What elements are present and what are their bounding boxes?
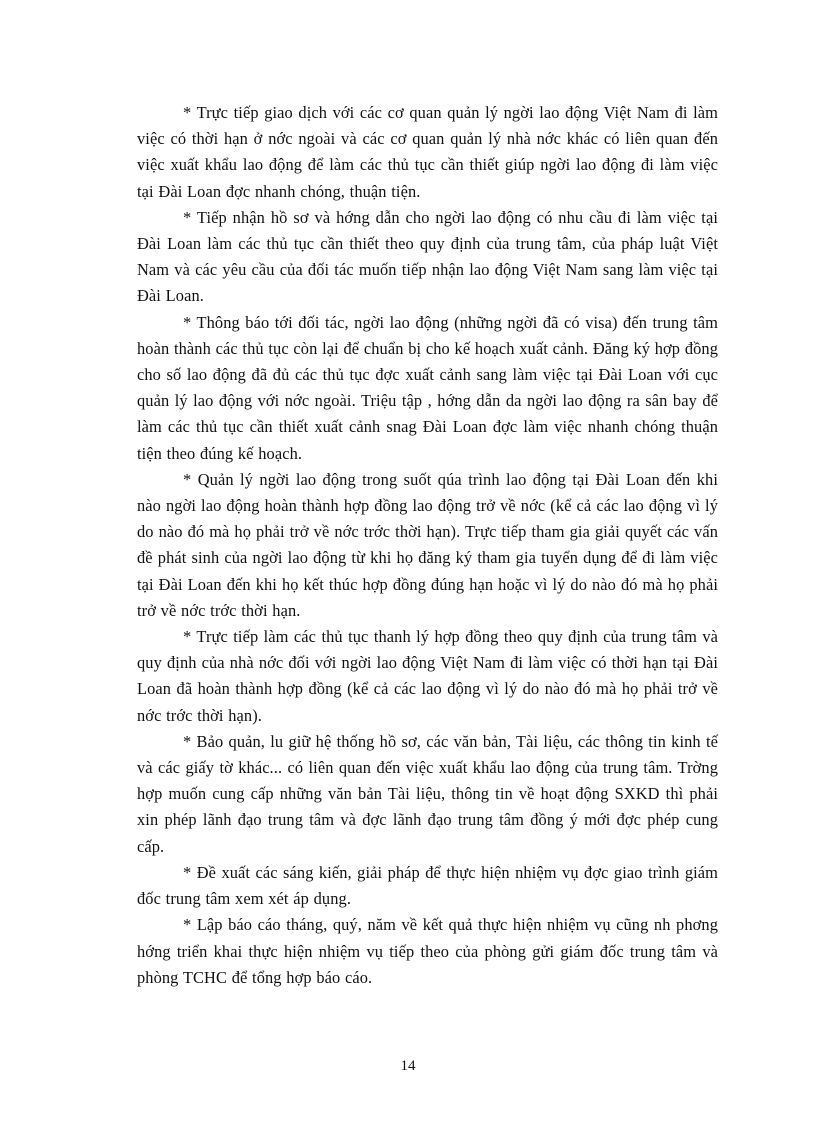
- page-number: 14: [400, 1058, 416, 1074]
- document-body: [137, 100, 718, 991]
- paragraph-periodic-reports: * Lập báo cáo tháng, quý, năm về kết quả thực hiện nhiệm vụ cũng nh phơng hớng triển khai thực hiện nhiệm vụ tiếp theo của phòng gửi giám đốc trung tâm và phòng TCHC để tổng hợp báo cáo.: [137, 915, 718, 987]
- paragraph-archive-records: * Bảo quản, lu giữ hệ thống hồ sơ, các văn bản, Tài liệu, các thông tin kinh tế và các giấy tờ khác... có liên quan đến việc xuất khẩu lao động của trung tâm. Trờng hợp muốn cung cấp những văn bản Tài liệu, thông tin về hoạt động SXKD thì phải xin phép lãnh đạo trung tâm và đợc lãnh đạo trung tâm đồng ý mới đợc phép cung cấp.: [137, 731, 718, 856]
- paragraph-contact-agencies: * Trực tiếp giao dịch với các cơ quan quản lý ngời lao động Việt Nam đi làm việc có thời hạn ở nớc ngoài và các cơ quan quản lý nhà nớc khác có liên quan đến việc xuất khẩu lao động để làm các thủ tục cần thiết giúp ngời lao động đi làm việc tại Đài Loan đợc nhanh chóng, thuận tiện.: [137, 103, 718, 201]
- paragraph-liquidate-contracts: * Trực tiếp làm các thủ tục thanh lý hợp đồng theo quy định của trung tâm và quy định của nhà nớc đối với ngời lao động Việt Nam đi làm việc có thời hạn tại Đài Loan đã hoàn thành hợp đồng (kể cả các lao động vì lý do nào đó mà họ phải trở về nớc trớc thời hạn).: [137, 627, 718, 725]
- paragraph-notify-partners: * Thông báo tới đối tác, ngời lao động (những ngời đã có visa) đến trung tâm hoàn thành các thủ tục còn lại để chuẩn bị cho kế hoạch xuất cảnh. Đăng ký hợp đồng cho số lao động đã đủ các thủ tục đợc xuất cảnh sang làm việc tại Đài Loan với cục quản lý lao động với nớc ngoài. Triệu tập , hớng dẫn da ngời lao động ra sân bay để làm các thủ tục cần thiết xuất cảnh snag Đài Loan đợc làm việc nhanh chóng thuận tiện theo đúng kế hoạch.: [137, 312, 718, 463]
- paragraph-receive-dossiers: * Tiếp nhận hồ sơ và hớng dẫn cho ngời lao động có nhu cầu đi làm việc tại Đài Loan làm các thủ tục cần thiết theo quy định của trung tâm, của pháp luật Việt Nam và các yêu cầu của đối tác muốn tiếp nhận lao động Việt Nam sang làm việc tại Đài Loan.: [137, 207, 718, 306]
- paragraph-propose-initiatives: * Đề xuất các sáng kiến, giải pháp để thực hiện nhiệm vụ đợc giao trình giám đốc trung tâm xem xét áp dụng.: [137, 862, 718, 909]
- paragraph-manage-workers: * Quản lý ngời lao động trong suốt qúa trình lao động tại Đài Loan đến khi nào ngời lao động hoàn thành hợp đồng lao động trở về nớc (kể cả các lao động vì lý do nào đó mà họ phải trở về nớc trớc thời hạn). Trực tiếp tham gia giải quyết các vấn đề phát sinh của ngời lao động từ khi họ đăng ký tham gia tuyển dụng để đi làm việc tại Đài Loan đến khi họ kết thúc hợp đồng đúng hạn hoặc vì lý do nào đó mà họ phải trở về nớc trớc thời hạn.: [137, 469, 718, 620]
